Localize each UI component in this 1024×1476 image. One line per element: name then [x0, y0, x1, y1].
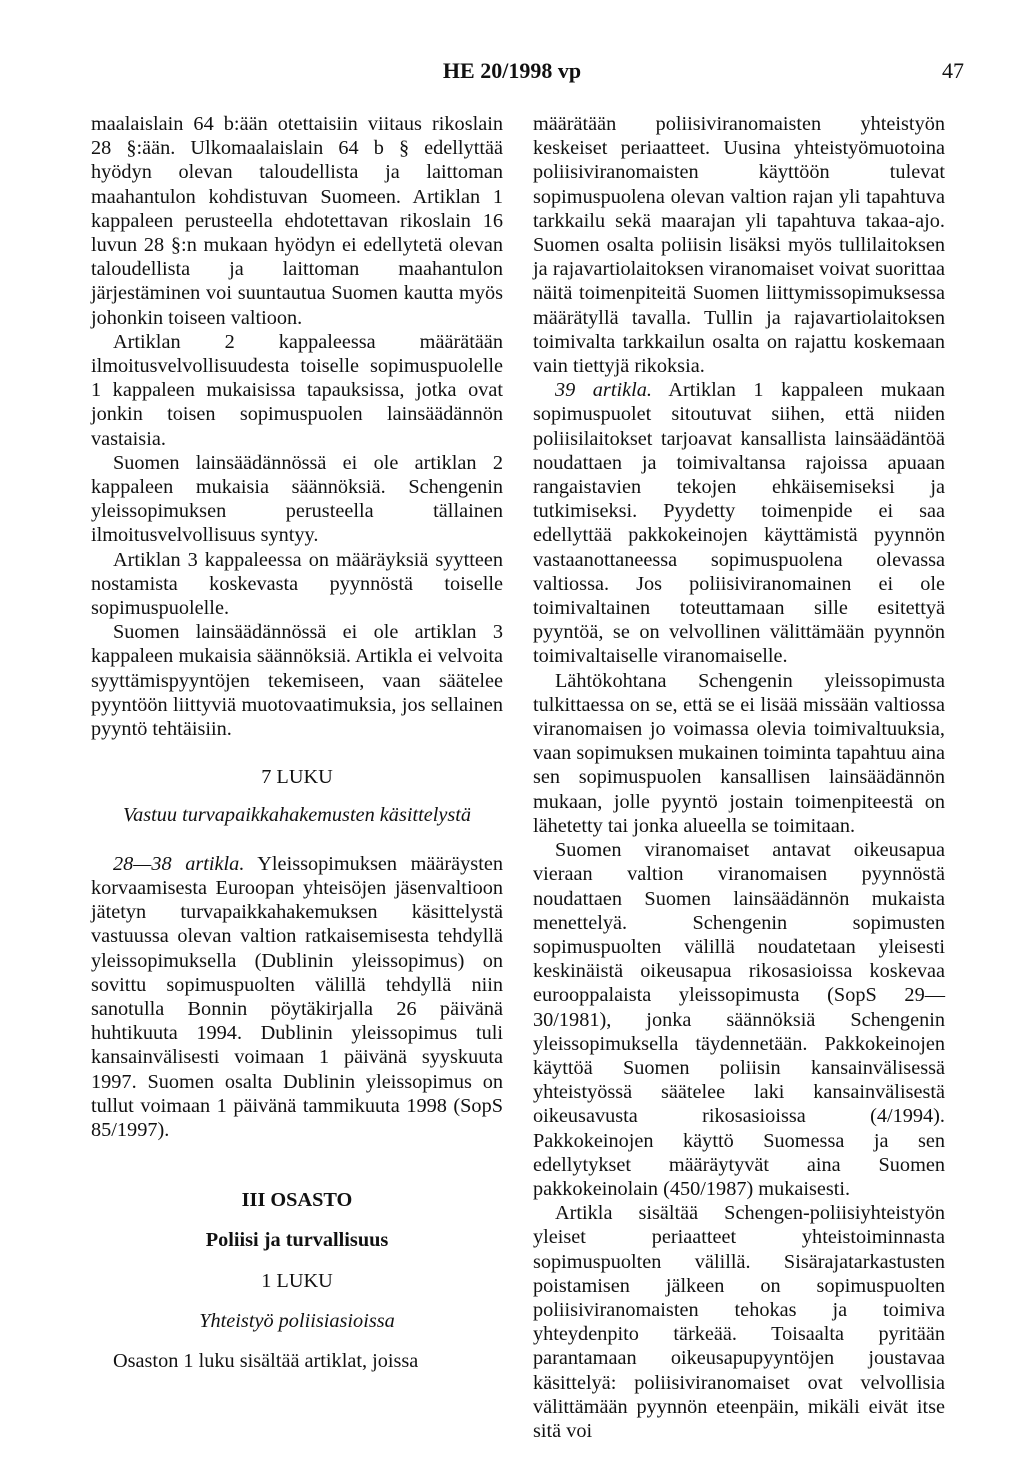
chapter-subtitle: Yhteistyö poliisiasioissa — [199, 1309, 395, 1332]
chapter-heading: 1 LUKU — [261, 1269, 333, 1292]
paragraph-text: Artiklan 1 kappaleen mukaan sopimuspuolet sitoutuvat siihen, että niiden poliisilaitokset tarjoavat kansallista lainsäädäntöä noudattaen ja toimivaltansa rajoissa apuaan rangaistavien tekojen ehkäisemiseksi ja tutkimiseksi. Pyydetty toimenpide ei saa edellyttää pakkokeinojen käyttämistä pyynnön vastaanottaneessa sopimuspuolena olevassa valtiossa. Jos poliisiviranomainen ei ole toimivaltainen toteuttamaan sille esitettyä pyyntöä, se on velvollinen välittämään pyynnön toimivaltaiselle viranomaiselle. — [533, 379, 945, 668]
paragraph: Suomen lainsäädännössä ei ole artiklan 2 kappaleen mukaisia säännöksiä. Schengenin yleissopimuksen perusteella tällainen ilmoitusvelvollisuus syntyy. — [91, 451, 503, 547]
left-column — [91, 112, 503, 1373]
paragraph: Artiklan 2 kappaleessa määrätään ilmoitusvelvollisuudesta toiselle sopimuspuolelle 1 kappaleen mukaisissa tapauksissa, jotka ovat jonkin toisen sopimuspuolen lainsäädännön vastaisia. — [91, 330, 503, 450]
page-number: 47 — [942, 58, 964, 83]
paragraph: Lähtökohtana Schengenin yleissopimusta tulkittaessa on se, että se ei lisää missään valtiossa viranomaisen jo voimassa olevia toimivaltuuksia, vaan sopimuksen mukainen toiminta tapahtuu aina sen sopimuspuolen kansallisen lainsäädännön mukaan, jolle pyyntö jostain toimenpiteestä on lähetetty tai jonka alueella se toimitaan. — [533, 669, 945, 837]
article-reference: 28—38 artikla. — [113, 852, 245, 875]
running-header: HE 20/1998 vp — [442, 58, 582, 83]
chapter-heading: 7 LUKU — [261, 766, 333, 789]
section-heading: III OSASTO — [241, 1189, 353, 1212]
paragraph: Suomen lainsäädännössä ei ole artiklan 3 kappaleen mukaisia säännöksiä. Artikla ei velvoita syyttämispyyntöjen tekemiseen, vaan säätelee pyyntöön liittyviä muotovaatimuksia, jos sellainen pyyntö tehtäisiin. — [91, 621, 503, 741]
paragraph: määrätään poliisiviranomaisten yhteistyön keskeiset periaatteet. Uusina yhteistyömuotoina poliisiviranomaisten käyttöön tulevat sopimuspuolena olevan valtion rajan yli tapahtuva tarkkailu sekä maarajan yli tapahtuva takaa-ajo. Suomen osalta poliisin lisäksi myös tullilaitoksen ja rajavartiolaitoksen viranomaiset voivat suorittaa näitä toimenpiteitä Suomen liittymissopimuksessa määrätyllä tavalla. Tullin ja rajavartiolaitoksen toimivalta tarkkailun osalta on rajattu koskemaan vain tiettyjä rikoksia. — [533, 113, 945, 378]
paragraph: Osaston 1 luku sisältää artiklat, joissa — [113, 1349, 419, 1372]
paragraph — [533, 378, 945, 668]
paragraph: Artikla sisältää Schengen-poliisiyhteistyön yleiset periaatteet yhteistoiminnasta sopimuspuolten välillä. Sisärajatarkastusten poistamisen jälkeen on sopimuspuolten poliisiviranomaisten tehokas ja toimiva yhteydenpito tärkeää. Toisaalta pyritään parantamaan oikeusapupyyntöjen joustavaa käsittelyä: poliisiviranomaiset ovat velvollisia välittämään pyynnön eteenpäin, mikäli eivät itse sitä voi — [533, 1202, 945, 1442]
paragraph — [91, 852, 503, 1142]
paragraph: Artiklan 3 kappaleessa on määräyksiä syytteen nostamista koskevasta pyynnöstä toiselle sopimuspuolelle. — [91, 548, 503, 620]
right-column — [533, 112, 945, 1443]
section-subtitle: Poliisi ja turvallisuus — [205, 1229, 389, 1252]
paragraph-text: Yleissopimuksen määräysten korvaamisesta Euroopan yhteisöjen jäsenvaltioon jätetyn turvapaikkahakemuksen käsittelystä vastuussa olevan valtion ratkaisemisesta tehdyllä yleissopimuksella (Dublinin yleissopimus) on sovittu sopimuspuolten välillä tehdyllä niin sanotulla Bonnin pöytäkirjalla 26 päivänä huhtikuuta 1994. Dublinin yleissopimus tuli kansainvälisesti voimaan 1 päivänä syyskuuta 1997. Suomen osalta Dublinin yleissopimus on tullut voimaan 1 päivänä tammikuuta 1998 (SopS 85/1997). — [91, 852, 503, 1141]
paragraph: maalaislain 64 b:ään otettaisiin viitaus rikoslain 28 §:ään. Ulkomaalaislain 64 b § edellyttää hyödyn olevan taloudellista ja laittoman maahantulon kohdistuvan Suomeen. Artiklan 1 kappaleen perusteella ehdotettavan rikoslain 16 luvun 28 §:n mukaan hyödyn ei edellytetä olevan taloudellista ja laittoman maahantulon järjestäminen voi suuntautua Suomen kautta myös johonkin toiseen valtioon. — [91, 113, 503, 329]
article-reference: 39 artikla. — [555, 379, 652, 402]
paragraph: Suomen viranomaiset antavat oikeusapua vieraan valtion viranomaisen pyynnöstä noudattaen Suomen lainsäädännön mukaista menettelyä. Schengenin sopimusten sopimuspuolten välillä noudatetaan yleisesti keskinäistä oikeusapua rikosasioissa koskevaa eurooppalaista yleissopimusta (SopS 29—30/1981), jonka säännöksiä Schengenin yleissopimuksella täydennetään. Pakkokeinojen käyttöä Suomen poliisin kansainvälisessä yhteistyössä säätelee laki kansainvälisestä oikeusavusta rikosasioissa (4/1994). Pakkokeinojen käyttö Suomessa ja sen edellytykset määräytyvät aina Suomen pakkokeinolain (450/1987) mukaisesti. — [533, 839, 945, 1200]
chapter-subtitle: Vastuu turvapaikkahakemusten käsittelystä — [122, 804, 472, 827]
